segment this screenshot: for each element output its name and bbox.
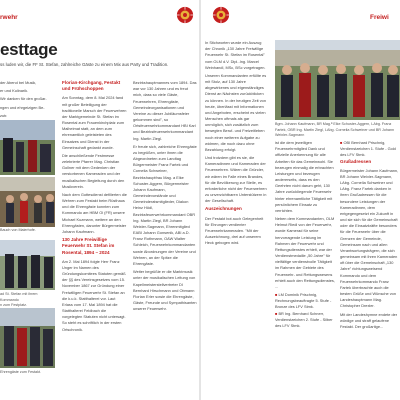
paragraph: Wir danken für den großar-	[0, 96, 47, 102]
page-gutter	[199, 0, 201, 400]
right-col2-text	[275, 140, 335, 396]
photo-crowd	[0, 177, 55, 227]
caption-line: n zum Festplatz.	[0, 303, 28, 308]
caption-line: ad St. Stefan mit ihrem Kommando	[0, 292, 38, 302]
paragraph: In Stichworten wurde ein Auszug der Chronik „130 Jahre Freiwillige Feuerwehr St. Stefan im Rosental" vom OLM d.V. Dipl.-Ing. Marcel Weinhandl, MSc, BSc vorgetragen.	[205, 40, 266, 70]
article-title: esttage	[0, 40, 58, 59]
section-header-left: rwehr	[0, 14, 18, 21]
paragraph: Am 2. Mai 1894 folgte Herr Franz Unger im Namen des Gründungskomitees Statuten gemäß der §§ des Vereinsgesetzes vom 15. November 1867 zur Gründung einer Freiwilligen Feuerwehr St. Stefan an die k.u.k. Statthalterei vor. Laut Erlass vom 17. Mai 1894 hat die Statthalterei Feldbach die vorgelegten Statuten nicht untersagt. So steht es schriftlich in der ersten Ortschronik.	[62, 258, 126, 332]
paragraph: Der Festakt bot auch Gelegenheit für Ehrungen verdienter Feuerwehrkameraden. "Mit der Auszeichnung, drei auf unserem Heck gebogen wird.	[205, 215, 264, 246]
section-heading: Grußadressen	[340, 158, 372, 164]
section-header-right: Freiwi	[370, 14, 389, 21]
photo-parade	[0, 120, 55, 175]
paragraph: ngen und ehrgeizigen Be-	[0, 104, 45, 110]
paragraph: Weiter begrüßte er die Marktmusik unter der musikalischen Leitung von Kapellmeisterstellvertreter DI Bernhard Hirschmann und Obmann Florian Erler sowie die Ehrengäste, Gäste, Freunde und Sympathisanten unserer Feuerwehr.	[133, 269, 197, 312]
paragraph: Nach dem Gottesdienst defilierten die Wehren zum Festakt beim Rüsthaus und die Ehrengäste konnten zum Kommando am HBM Ol (FR) unsere Michael Kuzmann, weitere an den Ehrengästen, darunter Bürgermeister Johann Kaufmann.	[62, 191, 127, 234]
list-item: ■ BR Ing. Bernhard Schnerr, Verdienstzeichen 2. Stufe - Silber des LFV Stmk.	[275, 310, 333, 328]
list-item: ■ LM Dominik Prischnig, Rechnungsbeauftragte 5. Stufe - Bronze des LFV Stmk.	[275, 292, 332, 310]
paragraph: Bürgermeister Johann Kaufmann, BR Johann Weixler-Sagmann, LAbg. Cornelia Schweiner und LAbg. Franz Fartek danken in ihren Grußadressen für die besondere Leistungen der Kameradinnen, dem entgegengesetzt ein Zukunft in und sie sich für die Gemeinschaft oder die Einsatzkräfte besonders für die Feuerwehr über die Grenzen der Gemeinde, Gemeinsam nach und allen Verantwortungsträgern, die sich gemeinsam mit ihren Kameraden oft über die Gemeinschaft „130 Jahre" richtungsweisend Kommando und dem Feuerwehrkommando Franz Fartek überbrachte auch die besten Grüße und Wünsche von Landeshauptmann Mag. Christopher Drexler.	[340, 167, 399, 309]
paragraph: ist die dem jeweiligen Feuerwehrmitglied Dank und offizielle Anerkennung für alle Arbeiten für das Gemeinwohl. Sie bezeugen einmalig die erbrachten Leistungen und bezeugen andererseits, dass es den Geehrten nicht darum geht, 130 Jahre zurückliegende Feuerwehr hinter ehrenamtliche Tätigkeit mit persönlichem Einsatz zu verrichten.	[275, 140, 334, 213]
right-col3-text	[340, 140, 400, 396]
paragraph: Bezirkshauptmannes vom 1894. Das war vor 130 Jahren und es freut mich, dass so viele Gäste, Feuerwehren, Ehrengäste, Gemeindeorganisationen und Vereine zu dieser Jubiläumsfeier gekommen sind", so Ortsfeuerwehrkommandant HBI Karl und Bezirksfeuerwehrkommandant Ing. Martin Ziegl.	[133, 80, 197, 141]
section-heading: Florian-Kirchgang, Festakt und Frühschoppen	[62, 80, 121, 92]
section-subheading: 130 Jahre Freiwillige Feuerwehr St. Stefan im Rosental, 1894 – 2024	[62, 237, 115, 255]
honors-list	[275, 292, 335, 329]
paragraph: der Abend bei Musik,	[0, 80, 37, 85]
article-intro: ss luden wir, die FF St. Stefan, zahlreiche Gäste zu einem Mix aus Party und Tradition.	[0, 62, 169, 67]
paragraph: Er freute sich, zahlreiche Ehrengäste zu begrüßen, unter ihnen die Abgeordneten zum Landtag Bürgermeister Franz Fartek und Cornelia Schweiner, Bezirkshauptfrau Mag. a Elke Schuster-Aggern, Bürgermeister Johann Kaufmann, Gemeindevorstände und Gemeinderatsmitglieder, Diakon Heinz Hödl, Bezirksfeuerwehrkommandant OBR Ing. Martin Ziegl, BR Johann Weixler-Sagmann, Ehrenmitglied EABI Johann Gonsenik, ABI a.D. Franz Rothmann, OAW Walter Schleich, Feuerwehrkommandanten sowie Abordnungen der Vereine und Wehren, an der Spitze die Ehrengäste.	[133, 143, 197, 266]
caption-left-mid: Bauch von Maierhofe.	[0, 228, 36, 232]
paragraph: Und trotzdem gibt es sie, die Kameradinnen und Kameraden der Feuerwehren. Wären die Gründer, wir wären im Falle eines Brandes, für die Bevölkerung zur Stelle, es erforderliche nicht der Feuerwehren zu unverzichtbaren Unterstützern in der Gesellschaft.	[205, 155, 267, 204]
left-col1-text	[0, 80, 54, 120]
caption-left-bottom-2: Ehrengäste zum Festakt.	[0, 370, 41, 374]
bullet-icon: ■	[275, 292, 279, 298]
paragraph: Am Sonntag, dem 8. Mai 2024 fand mit großer Beteiligung der traditionelle Marsch der Feuerwehren der Marktgemeinde St. Stefan im Rosental zum Frauenkirchplatz zum Maiheimat statt, an dem zum ehrenamtlich geleisteten des Einsatzes und Dienst in der Gemeinschaft gedankt wurde.	[62, 95, 127, 150]
paragraph: Unseren Kommandanten erfüllte es mit Stolz, auf 130 Jahre abgewirkenes und eigenständiges Dienst an Nächsten zurückblicken zu können. In der heutigen Zeit von heute, überlässt mit Informationen und Angeboten, erscheint es vielen Menschen oftmals als gar unmöglich, sich zusätzlich zum bewegten Beruf- und Freizeitleben noch einer weiteren Aufgabe zu widmen, die noch dazu ohne Bezahlung erfolgt.	[205, 72, 267, 152]
paragraph: Mit der Landeshymne endete der würdige und straff gelaufene Festakt. Der großartige...	[340, 311, 398, 329]
paragraph: zutr.	[0, 112, 8, 118]
photo-commando	[0, 240, 55, 290]
fire-brigade-rosette-right-icon	[212, 6, 230, 24]
left-col3-text	[133, 80, 197, 396]
caption-left-bottom	[0, 292, 55, 309]
bullet-icon: ■	[275, 310, 279, 316]
fire-brigade-rosette-left-icon	[176, 6, 194, 24]
photo-guests	[0, 308, 55, 368]
bullet-icon: ■	[340, 140, 344, 145]
left-col2-text	[62, 80, 127, 396]
list-item: ■ OBI Bernhard Prischnig, Verdienstzeichen 1. Stufe - Gold des LFV Stmk.	[340, 140, 396, 158]
right-col1-text	[205, 40, 267, 396]
photo-honorees	[275, 40, 400, 120]
photo-caption: Bgm. Johann Kaufmann, BR Mag.ª Elke Schuster-Aggern, LAbg. Franz Fartek, OBR Ing. Martin Ziegl, LAbg. Cornelia Schweiner und BR Johann Weixler-Sagmann	[275, 122, 395, 138]
section-heading: Auszeichnungen	[205, 206, 242, 212]
paragraph: Die anschließende Festmesse zelebrierte Pfarrer Mag. Christian Gollner mit dem Gedenken der verstorbenen Kameraden und der musikalischen Begleitung durch den Musikverein.	[62, 152, 125, 189]
honors-list-top	[340, 140, 400, 159]
paragraph: Neben dem Kommandanten, OLM Helmut Riedl von der Feuerwehr, wurde Kamerad für seine hervorragende Leistung im Rahmen der Feuerwehr und Rettungsdienstes erhielt, war der Verdienstmedaille „50 Jahre" für vielfältige verdienstvolle Tätigkeit im Rahmen der Gebiete des Feuerwehr- und Rettungswesens erhielt auch den Rettungsdienstes, ...	[275, 216, 335, 289]
paragraph: er und Kulinarik.	[0, 88, 29, 94]
